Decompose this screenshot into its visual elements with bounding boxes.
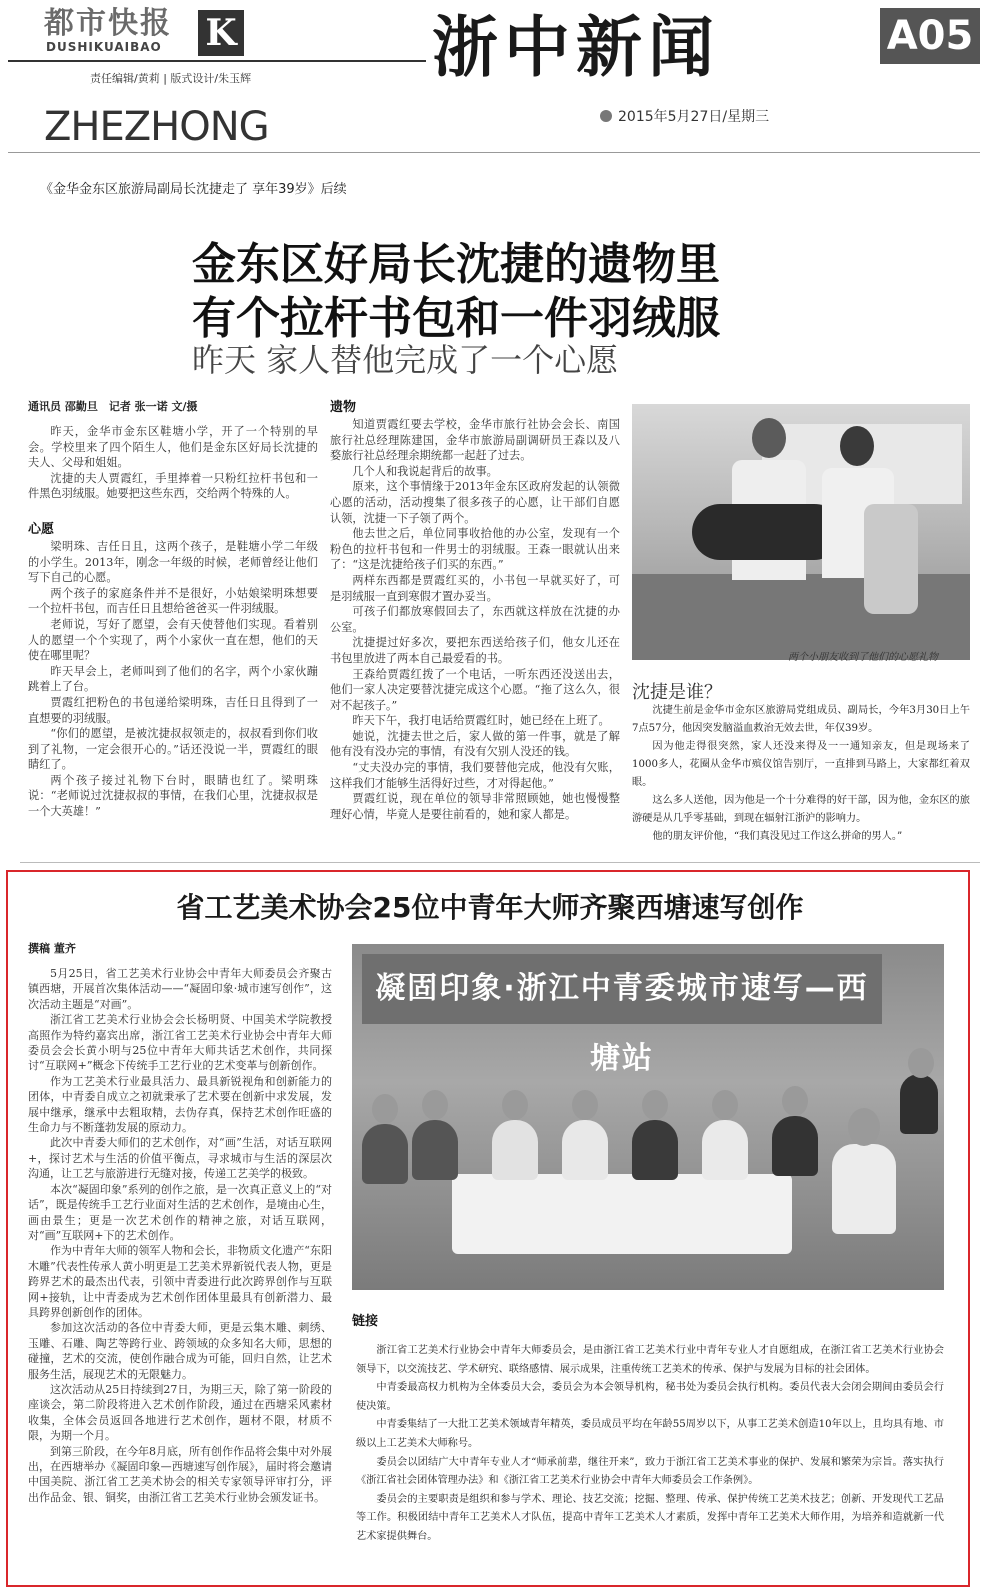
sidebar-body — [632, 702, 970, 846]
attendee-shape — [832, 1144, 896, 1234]
paragraph: 她说，沈捷去世之后，家人做的第一件事，就是了解他有没有没办完的事情，有没有欠别人没还的钱。 — [330, 729, 620, 759]
section-heading-belongings: 遗物 — [330, 400, 357, 415]
article1-subheadline: 昨天 家人替他完成了一个心愿 — [192, 341, 619, 379]
paragraph: 作为工艺美术行业最具活力、最具新锐视角和创新能力的团体，中青委自成立之初就秉承了艺术要在创新中求发展，发展中继承，继承中去粗取精，去伪存真，保持艺术创作旺盛的生命力与不断蓬勃发展的原动力。 — [28, 1074, 332, 1135]
paragraph: 中青委最高权力机构为全体委员大会，委员会为本会领导机构，秘书处为委员会执行机构。委员代表大会闭会期间由委员会行使决策。 — [356, 1382, 944, 1412]
article-separator — [20, 862, 980, 863]
paragraph: 沈捷生前是金华市金东区旅游局党组成员、副局长，今年3月30日上午7点57分，他因突发脑溢血救治无效去世，年仅39岁。 — [632, 705, 970, 734]
paragraph: 昨天，金华市金东区鞋塘小学，开了一个特别的早会。学校里来了四个陌生人，他们是金东区好局长沈捷的夫人、父母和姐姐。 — [28, 425, 318, 470]
attendee-head-shape — [572, 1090, 598, 1120]
paragraph: 到第三阶段，在今年8月底，所有创作作品将会集中对外展出，在西塘举办《凝固印象—西塘速写创作展》，届时将会邀请中国美院、浙江省工艺美术协会的相关专家领导评审打分，评出作品金、银、铜奖，由浙江省工艺美术行业协会颁发证书。 — [28, 1444, 332, 1504]
photo-caption: 两个小朋友收到了他们的心愿礼物 — [788, 652, 938, 663]
paragraph: 沈捷提过好多次，要把东西送给孩子们，他女儿还在书包里放进了两本自己最爱看的书。 — [330, 636, 620, 665]
link-section-title: 链接 — [352, 1314, 379, 1329]
article2-headline: 省工艺美术协会25位中青年大师齐聚西塘速写创作 — [176, 891, 804, 924]
attendee-head-shape — [908, 1048, 934, 1078]
link-section-body — [356, 1342, 944, 1547]
conference-table-shape — [452, 1174, 792, 1254]
paragraph: 王森给贾霞红拨了一个电话，一听东西还没送出去，他们一家人决定要替沈捷完成这个心愿。“拖了这么久，很对不起孩子。” — [330, 667, 620, 712]
boy-head-shape — [752, 418, 786, 458]
paragraph: 两个孩子接过礼物下台时，眼睛也红了。梁明珠说：“老师说过沈捷叔叔的事情，在我们心里，沈捷叔叔是一个大英雄！” — [28, 773, 318, 819]
newspaper-logo-pinyin: DUSHIKUAIBAO — [46, 40, 162, 54]
headline-line-2: 有个拉杆书包和一件羽绒服 — [192, 293, 720, 344]
children-with-gifts-photo — [632, 404, 970, 660]
headline-line-1: 金东区好局长沈捷的遗物里 — [192, 239, 720, 290]
paragraph: 这次活动从25日持续到27日，为期三天，除了第一阶段的座谈会，第二阶段将进入艺术创作阶段，通过在西塘采风素材收集，全体会员返回各地进行艺术创作，题材不限，材质不限，为期一个月。 — [28, 1382, 332, 1443]
attendee-head-shape — [422, 1090, 448, 1120]
attendee-shape — [772, 1116, 818, 1176]
article1-column-1 — [28, 398, 318, 820]
newspaper-k-logo: K — [198, 10, 244, 56]
issue-date — [600, 106, 769, 126]
paragraph: 中青委集结了一大批工艺美术领域青年精英，委员成员平均在年龄55周岁以下，从事工艺美术创造10年以上，且均具有地、市级以上工艺美术大师称号。 — [356, 1419, 944, 1449]
attendee-shape — [362, 1124, 408, 1184]
attendee-head-shape — [712, 1090, 738, 1120]
article1-headline — [192, 238, 720, 346]
down-jacket-shape — [692, 504, 842, 560]
meeting-banner-text: 凝固印象·浙江中青委城市速写—西塘站 — [362, 954, 882, 1024]
paragraph: 两样东西都是贾霞红买的，小书包一早就买好了，可是羽绒服一直到寒假才置办妥当。 — [330, 573, 620, 603]
section-title: 浙中新闻 — [432, 9, 720, 86]
paragraph: 这么多人送他，因为他是一个十分难得的好干部，因为他，金东区的旅游硬是从几乎零基础，到现在辐射江浙沪的影响力。 — [632, 795, 970, 824]
article1-column-2 — [330, 396, 620, 822]
meeting-photo — [352, 944, 944, 1290]
page-number-badge: A05 — [880, 8, 980, 64]
article1-byline: 通讯员 邵勤旦 记者 张一诺 文/摄 — [28, 400, 198, 413]
paragraph: 他去世之后，单位同事收拾他的办公室，发现有一个粉色的拉杆书包和一件男士的羽绒服。王森一眼就认出来了：“这是沈捷给孩子们买的东西。” — [330, 527, 620, 572]
attendee-shape — [412, 1120, 458, 1180]
paragraph: 可孩子们都放寒假回去了，东西就这样放在沈捷的办公室。 — [330, 605, 620, 634]
paragraph: 委员会以团结广大中青年专业人才“师承前辈，继往开来”，致力于浙江省工艺美术事业的保护、发展和繁荣为宗旨。落实执行《浙江省社会团体管理办法》和《浙江省工艺美术行业协会中青年大师委员会工作条例》。 — [356, 1456, 944, 1487]
paragraph: 两个孩子的家庭条件并不是很好，小姑娘梁明珠想要一个拉杆书包，而吉任日且想给爸爸买一件羽绒服。 — [28, 586, 318, 616]
paragraph: 5月25日，省工艺美术行业协会中青年大师委员会齐聚古镇西塘，开展首次集体活动——“凝固印象·城市速写创作”，这次活动主题是“对画”。 — [28, 967, 332, 1011]
attendee-head-shape — [642, 1090, 668, 1120]
paragraph: 委员会的主要职责是组织和参与学术、理论、技艺交流；挖掘、整理、传承、保护传统工艺美术技艺；创新、开发现代工艺品等工作。积极团结中青年工艺美术人才队伍，提高中青年工艺美术人才素质，发挥中青年工艺美术大师作用，为培养和造就新一代艺术家提供舞台。 — [356, 1493, 944, 1542]
attendee-head-shape — [848, 1108, 880, 1146]
issue-date-text: 2015年5月27日/星期三 — [618, 109, 770, 125]
bullet-icon — [600, 110, 612, 122]
paragraph: 作为中青年大师的领军人物和会长，非物质文化遗产“东阳木雕”代表性传承人黄小明更是工艺美术界新锐代表人物，更是跨界艺术的最杰出代表，引领中青委进行此次跨界创作与互联网+接轨，让中青委成为艺术创作团体里最具有创新潜力、最具跨界创新创作的团体。 — [28, 1244, 332, 1319]
girl-head-shape — [840, 426, 874, 466]
paragraph: 昨天早会上，老师叫到了他们的名字，两个小家伙蹦跳着上了台。 — [28, 664, 318, 694]
paragraph: 老师说，写好了愿望，会有天使替他们实现。看着别人的愿望一个个实现了，两个小家伙一直在想，他们的天使在哪里呢？ — [28, 617, 318, 663]
schoolbag-shape — [864, 504, 918, 614]
article2-body — [28, 966, 332, 1505]
paragraph: 几个人和我说起背后的故事。 — [352, 464, 498, 478]
attendee-shape — [900, 1074, 938, 1134]
paragraph: 浙江省工艺美术行业协会会长杨明贤、中国美术学院教授高照作为特约嘉宾出席，浙江省工艺美术行业协会中青年大师委员会会长黄小明与25位中青年大师共话艺术创作，共同探讨“互联网+”概念下传统手工艺行业的艺术变革与创新创作。 — [28, 1013, 332, 1073]
attendee-shape — [702, 1120, 748, 1180]
paragraph: 原来，这个事情缘于2013年金东区政府发起的认领微心愿的活动，活动搜集了很多孩子的心愿，让干部们自愿认领，沈捷一下子领了两个。 — [330, 480, 620, 525]
attendee-head-shape — [372, 1094, 398, 1124]
article2-column — [28, 940, 332, 1505]
paragraph: 沈捷的夫人贾霞红，手里捧着一只粉红拉杆书包和一件黑色羽绒服。她要把这些东西，交给两个特殊的人。 — [28, 471, 318, 501]
attendee-head-shape — [782, 1086, 808, 1116]
article1-intro — [28, 424, 318, 502]
attendee-shape — [492, 1120, 538, 1180]
article1-wish-body — [28, 539, 318, 820]
attendee-shape — [562, 1120, 608, 1180]
newspaper-logo: 都市快报 — [44, 6, 172, 41]
paragraph: 参加这次活动的各位中青委大师，更是云集木雕、刺绣、玉雕、石雕、陶艺等跨行业、跨领域的众多知名大师，思想的碰撞，艺术的交流，使创作融合成为可能，回归自然，让艺术服务生活，展现艺术的无限魅力。 — [28, 1321, 332, 1381]
editors-credit: 责任编辑/黄莉 | 版式设计/朱玉辉 — [90, 72, 252, 85]
paragraph: 梁明珠、吉任日且，这两个孩子，是鞋塘小学二年级的小学生。2013年，刚念一年级的时候，老师曾经让他们写下自己的心愿。 — [28, 539, 318, 585]
article2-byline: 撰稿 董齐 — [28, 942, 76, 955]
paragraph: 他的朋友评价他，“我们真没见过工作这么拼命的男人。” — [652, 831, 903, 842]
paragraph: “你们的愿望，是被沈捷叔叔领走的，叔叔看到你们收到了礼物，一定会很开心的。”话还没说一半，贾霞红的眼睛红了。 — [28, 727, 318, 772]
paragraph: 贾霞红把粉色的书包递给梁明珠，吉任日且得到了一直想要的羽绒服。 — [28, 695, 318, 725]
paragraph: 知道贾霞红要去学校，金华市旅行社协会会长、南国旅行社总经理陈建国，金华市旅游局副调研员王森以及八婺旅行社总经理余期统都一起赶了过去。 — [330, 418, 620, 463]
section-name-english: ZHEZHONG — [44, 104, 269, 150]
paragraph: 贾霞红说，现在单位的领导非常照顾她，她也慢慢整理好心情，毕竟人是要往前看的，她和家人都是。 — [330, 792, 620, 821]
attendee-head-shape — [502, 1090, 528, 1120]
follow-up-note: 《金华金东区旅游局副局长沈捷走了 享年39岁》后续 — [40, 182, 347, 197]
paragraph: “丈夫没办完的事情，我们要替他完成，他没有欠账，这样我们才能够生活得好过些，才对得起他。” — [330, 761, 620, 790]
paragraph: 此次中青委大师们的艺术创作，对“画”生活，对话互联网+，探讨艺术与生活的价值平衡点，寻求城市与生活的深层次沟通，让工艺与旅游进行无缝对接，传递工艺美学的极致。 — [28, 1136, 332, 1181]
attendee-shape — [632, 1120, 678, 1180]
sidebar-title: 沈捷是谁？ — [632, 682, 722, 703]
article1-belongings-body — [330, 417, 620, 822]
paragraph: 本次“凝固印象”系列的创作之旅，是一次真正意义上的“对话”，既是传统手工艺行业面对生活的艺术创作，是境由心生，画由景生；更是一次艺术创作的精神之旅，对话互联网，对“画”互联网+下的艺术创作。 — [28, 1182, 332, 1242]
header-divider — [8, 152, 980, 153]
paragraph: 昨天下午，我打电话给贾霞红时，她已经在上班了。 — [352, 714, 610, 728]
masthead-rule — [8, 60, 426, 62]
paragraph: 因为他走得很突然，家人还没来得及一一通知亲友，但是现场来了1000多人，花圈从金华市殡仪馆告别厅，一直排到马路上，大家都红着双眼。 — [632, 741, 970, 788]
paragraph: 浙江省工艺美术行业协会中青年大师委员会，是由浙江省工艺美术行业中青年专业人才自愿组成，在浙江省工艺美术行业协会领导下，以交流技艺、学术研究、联络感情、展示成果，注重传统工艺美术的传承、保护与发展为目标的社会团体。 — [356, 1345, 944, 1375]
section-heading-wish: 心愿 — [28, 521, 55, 537]
